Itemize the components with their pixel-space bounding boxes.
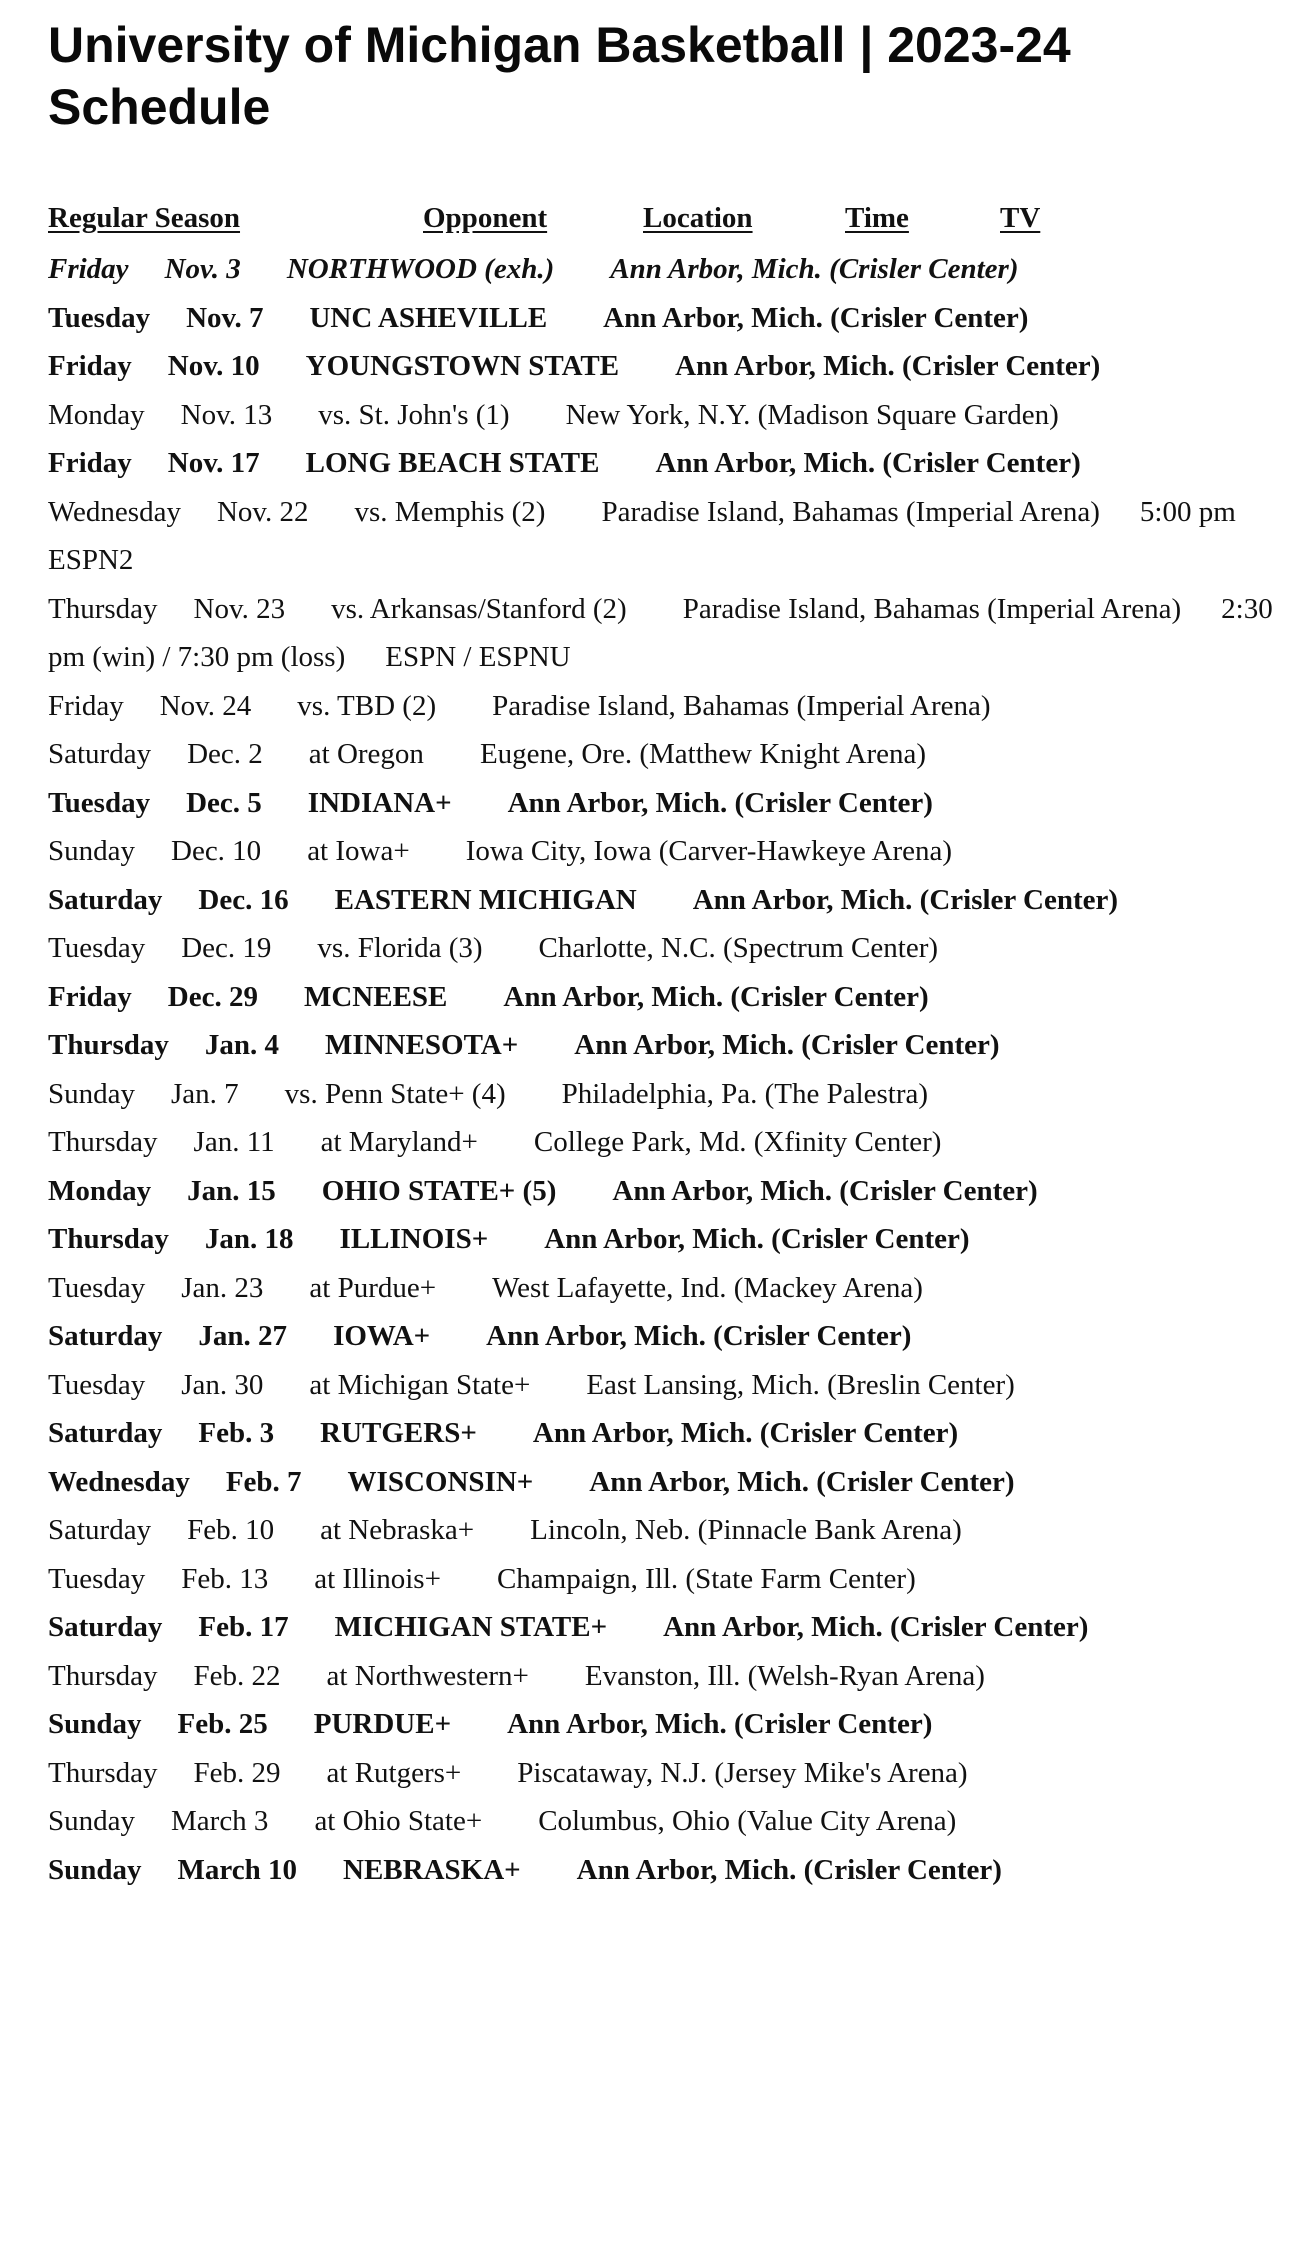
- game-row: [48, 1603, 1288, 1652]
- header-location: Location: [643, 202, 753, 234]
- game-location: Lincoln, Neb. (Pinnacle Bank Arena): [530, 1514, 962, 1546]
- game-opponent: ILLINOIS+: [339, 1223, 489, 1255]
- game-date: Dec. 2: [187, 738, 263, 770]
- game-location: Ann Arbor, Mich. (Crisler Center): [507, 1708, 933, 1740]
- game-row: [48, 1555, 1288, 1604]
- game-opponent: OHIO STATE+ (5): [321, 1174, 557, 1207]
- game-date: Dec. 5: [186, 786, 262, 819]
- game-day: Saturday: [48, 1320, 163, 1352]
- game-location: Paradise Island, Bahamas (Imperial Arena): [682, 592, 1182, 625]
- game-row: [48, 779, 1288, 828]
- game-opponent: at Michigan State+: [309, 1368, 531, 1401]
- game-location: East Lansing, Mich. (Breslin Center): [586, 1368, 1015, 1401]
- game-row: [48, 876, 1288, 925]
- game-date: Feb. 25: [177, 1708, 268, 1740]
- game-location: New York, N.Y. (Madison Square Garden): [565, 398, 1059, 431]
- game-row: [48, 1021, 1288, 1070]
- game-opponent: vs. Arkansas/Stanford (2): [331, 592, 627, 625]
- game-location: Paradise Island, Bahamas (Imperial Arena): [492, 689, 991, 722]
- game-day: Saturday: [48, 883, 163, 916]
- game-row: [48, 1070, 1288, 1119]
- game-location: Ann Arbor, Mich. (Crisler Center): [655, 447, 1081, 479]
- game-date: Nov. 10: [167, 350, 260, 382]
- game-date: Nov. 13: [180, 398, 273, 431]
- game-date: Nov. 3: [164, 253, 241, 285]
- game-opponent: YOUNGSTOWN STATE: [305, 350, 620, 382]
- game-day: Sunday: [48, 1708, 142, 1740]
- game-day: Thursday: [48, 592, 158, 625]
- game-date: Feb. 3: [198, 1417, 275, 1449]
- game-row: [48, 245, 1288, 294]
- game-row: [48, 585, 1288, 682]
- game-location: Philadelphia, Pa. (The Palestra): [561, 1077, 929, 1110]
- game-time: 5:00 pm: [1139, 495, 1236, 528]
- game-day: Sunday: [48, 835, 135, 867]
- game-row: [48, 924, 1288, 973]
- game-day: Sunday: [48, 1077, 135, 1110]
- game-opponent: at Ohio State+: [314, 1805, 483, 1837]
- game-tv: ESPN / ESPNU: [385, 641, 571, 673]
- game-tv: ESPN2: [48, 544, 134, 576]
- game-date: Jan. 15: [187, 1174, 276, 1207]
- game-row: [48, 1312, 1288, 1361]
- game-opponent: vs. St. John's (1): [318, 398, 510, 431]
- game-day: Monday: [48, 398, 145, 431]
- game-day: Wednesday: [48, 1465, 190, 1498]
- game-day: Saturday: [48, 1417, 163, 1449]
- game-row: [48, 1652, 1288, 1701]
- game-day: Thursday: [48, 1029, 169, 1061]
- game-row: [48, 682, 1288, 731]
- game-list: [48, 245, 1288, 1894]
- game-opponent: WISCONSIN+: [347, 1465, 534, 1498]
- game-date: Feb. 17: [198, 1611, 289, 1643]
- game-location: Ann Arbor, Mich. (Crisler Center): [589, 1465, 1015, 1498]
- game-day: Friday: [48, 350, 132, 382]
- game-date: Feb. 13: [181, 1562, 269, 1595]
- game-location: Iowa City, Iowa (Carver-Hawkeye Arena): [465, 835, 953, 867]
- game-date: Nov. 22: [216, 495, 309, 528]
- game-day: Thursday: [48, 1659, 158, 1692]
- game-opponent: vs. Memphis (2): [354, 495, 546, 528]
- game-date: Nov. 17: [167, 447, 260, 479]
- game-date: March 10: [177, 1853, 297, 1886]
- game-opponent: EASTERN MICHIGAN: [334, 883, 637, 916]
- game-opponent: INDIANA+: [307, 786, 452, 819]
- game-date: Jan. 4: [204, 1029, 280, 1061]
- game-day: Tuesday: [48, 932, 146, 964]
- game-day: Thursday: [48, 1756, 158, 1789]
- game-day: Wednesday: [48, 495, 181, 528]
- game-location: Champaign, Ill. (State Farm Center): [496, 1562, 916, 1595]
- game-date: Jan. 18: [204, 1223, 294, 1255]
- game-opponent: at Oregon: [308, 738, 424, 770]
- game-opponent: MCNEESE: [303, 980, 448, 1013]
- game-day: Tuesday: [48, 1368, 146, 1401]
- header-tv: TV: [1000, 202, 1041, 234]
- game-location: Ann Arbor, Mich. (Crisler Center): [532, 1417, 959, 1449]
- game-row: [48, 294, 1288, 343]
- game-day: Tuesday: [48, 1562, 146, 1595]
- game-row: [48, 488, 1288, 585]
- game-row: [48, 1700, 1288, 1749]
- game-opponent: at Iowa+: [307, 835, 410, 867]
- game-day: Saturday: [48, 1514, 152, 1546]
- game-opponent: IOWA+: [333, 1320, 431, 1352]
- game-opponent: vs. Florida (3): [317, 932, 483, 964]
- game-opponent: PURDUE+: [313, 1708, 452, 1740]
- game-row: [48, 1118, 1288, 1167]
- game-location: Eugene, Ore. (Matthew Knight Arena): [479, 738, 927, 770]
- game-date: Dec. 19: [181, 932, 272, 964]
- game-row: [48, 1458, 1288, 1507]
- game-opponent: at Maryland+: [320, 1126, 478, 1158]
- game-day: Saturday: [48, 1611, 163, 1643]
- game-row: [48, 973, 1288, 1022]
- game-day: Sunday: [48, 1805, 135, 1837]
- game-location: Ann Arbor, Mich. (Crisler Center): [663, 1611, 1089, 1643]
- game-location: Piscataway, N.J. (Jersey Mike's Arena): [517, 1756, 968, 1789]
- game-row: [48, 1506, 1288, 1555]
- header-time: Time: [845, 202, 909, 234]
- game-day: Tuesday: [48, 1271, 146, 1304]
- game-date: March 3: [171, 1805, 269, 1837]
- game-location: College Park, Md. (Xfinity Center): [533, 1126, 942, 1158]
- game-date: Feb. 22: [193, 1659, 281, 1692]
- game-location: Ann Arbor, Mich. (Crisler Center): [574, 1029, 1000, 1061]
- game-date: Dec. 10: [171, 835, 262, 867]
- game-location: Ann Arbor, Mich. (Crisler Center): [610, 253, 1019, 285]
- game-row: [48, 1409, 1288, 1458]
- game-location: Evanston, Ill. (Welsh-Ryan Arena): [584, 1659, 985, 1692]
- game-day: Thursday: [48, 1126, 158, 1158]
- game-day: Tuesday: [48, 301, 151, 334]
- game-opponent: MICHIGAN STATE+: [334, 1611, 608, 1643]
- game-location: Ann Arbor, Mich. (Crisler Center): [675, 350, 1101, 382]
- game-location: Ann Arbor, Mich. (Crisler Center): [576, 1853, 1002, 1886]
- game-time: 2:30 pm (win) / 7:30 pm (loss): [48, 592, 1273, 673]
- game-date: Nov. 23: [193, 592, 286, 625]
- game-date: Dec. 29: [167, 980, 258, 1013]
- game-opponent: NORTHWOOD (exh.): [286, 253, 555, 285]
- game-row: [48, 827, 1288, 876]
- game-day: Friday: [48, 980, 132, 1013]
- game-location: West Lafayette, Ind. (Mackey Arena): [492, 1271, 923, 1304]
- game-opponent: NEBRASKA+: [343, 1853, 521, 1886]
- game-row: [48, 1264, 1288, 1313]
- game-row: [48, 1167, 1288, 1216]
- game-date: Jan. 30: [181, 1368, 264, 1401]
- game-location: Ann Arbor, Mich. (Crisler Center): [612, 1174, 1038, 1207]
- game-location: Ann Arbor, Mich. (Crisler Center): [603, 301, 1029, 334]
- game-row: [48, 730, 1288, 779]
- game-day: Sunday: [48, 1853, 142, 1886]
- game-location: Ann Arbor, Mich. (Crisler Center): [507, 786, 933, 819]
- game-date: Dec. 16: [198, 883, 289, 916]
- game-day: Saturday: [48, 738, 152, 770]
- game-opponent: at Purdue+: [309, 1271, 437, 1304]
- column-header-row: [48, 198, 1288, 238]
- game-date: Feb. 7: [225, 1465, 302, 1498]
- game-day: Friday: [48, 447, 132, 479]
- game-date: Jan. 27: [198, 1320, 288, 1352]
- game-location: Ann Arbor, Mich. (Crisler Center): [692, 883, 1119, 916]
- game-row: [48, 391, 1288, 440]
- game-row: [48, 439, 1288, 488]
- game-location: Charlotte, N.C. (Spectrum Center): [538, 932, 939, 964]
- game-day: Friday: [48, 689, 124, 722]
- game-location: Ann Arbor, Mich. (Crisler Center): [544, 1223, 970, 1255]
- game-opponent: vs. TBD (2): [297, 689, 437, 722]
- game-date: Feb. 29: [193, 1756, 281, 1789]
- game-date: Jan. 7: [171, 1077, 239, 1110]
- game-opponent: at Rutgers+: [326, 1756, 462, 1789]
- game-opponent: MINNESOTA+: [325, 1029, 519, 1061]
- game-day: Thursday: [48, 1223, 169, 1255]
- game-row: [48, 1846, 1288, 1895]
- game-row: [48, 342, 1288, 391]
- game-opponent: LONG BEACH STATE: [305, 447, 600, 479]
- game-day: Monday: [48, 1174, 152, 1207]
- game-opponent: at Nebraska+: [320, 1514, 475, 1546]
- game-location: Paradise Island, Bahamas (Imperial Arena): [601, 495, 1100, 528]
- game-day: Tuesday: [48, 786, 151, 819]
- game-date: Nov. 7: [186, 301, 264, 334]
- game-row: [48, 1797, 1288, 1846]
- game-location: Ann Arbor, Mich. (Crisler Center): [486, 1320, 912, 1352]
- game-opponent: RUTGERS+: [320, 1417, 477, 1449]
- page-title: University of Michigan Basketball | 2023-24 Schedule: [48, 17, 1071, 135]
- game-location: Columbus, Ohio (Value City Arena): [538, 1805, 957, 1837]
- game-date: Jan. 23: [181, 1271, 264, 1304]
- game-opponent: UNC ASHEVILLE: [309, 301, 548, 334]
- game-date: Feb. 10: [187, 1514, 275, 1546]
- game-row: [48, 1215, 1288, 1264]
- game-date: Nov. 24: [159, 689, 252, 722]
- header-opponent: Opponent: [423, 202, 548, 234]
- game-row: [48, 1749, 1288, 1798]
- header-regular-season: Regular Season: [48, 202, 241, 234]
- game-day: Friday: [48, 253, 129, 285]
- game-opponent: vs. Penn State+ (4): [284, 1077, 506, 1110]
- game-location: Ann Arbor, Mich. (Crisler Center): [503, 980, 929, 1013]
- game-date: Jan. 11: [193, 1126, 275, 1158]
- game-opponent: at Northwestern+: [326, 1659, 529, 1692]
- game-opponent: at Illinois+: [314, 1562, 441, 1595]
- game-row: [48, 1361, 1288, 1410]
